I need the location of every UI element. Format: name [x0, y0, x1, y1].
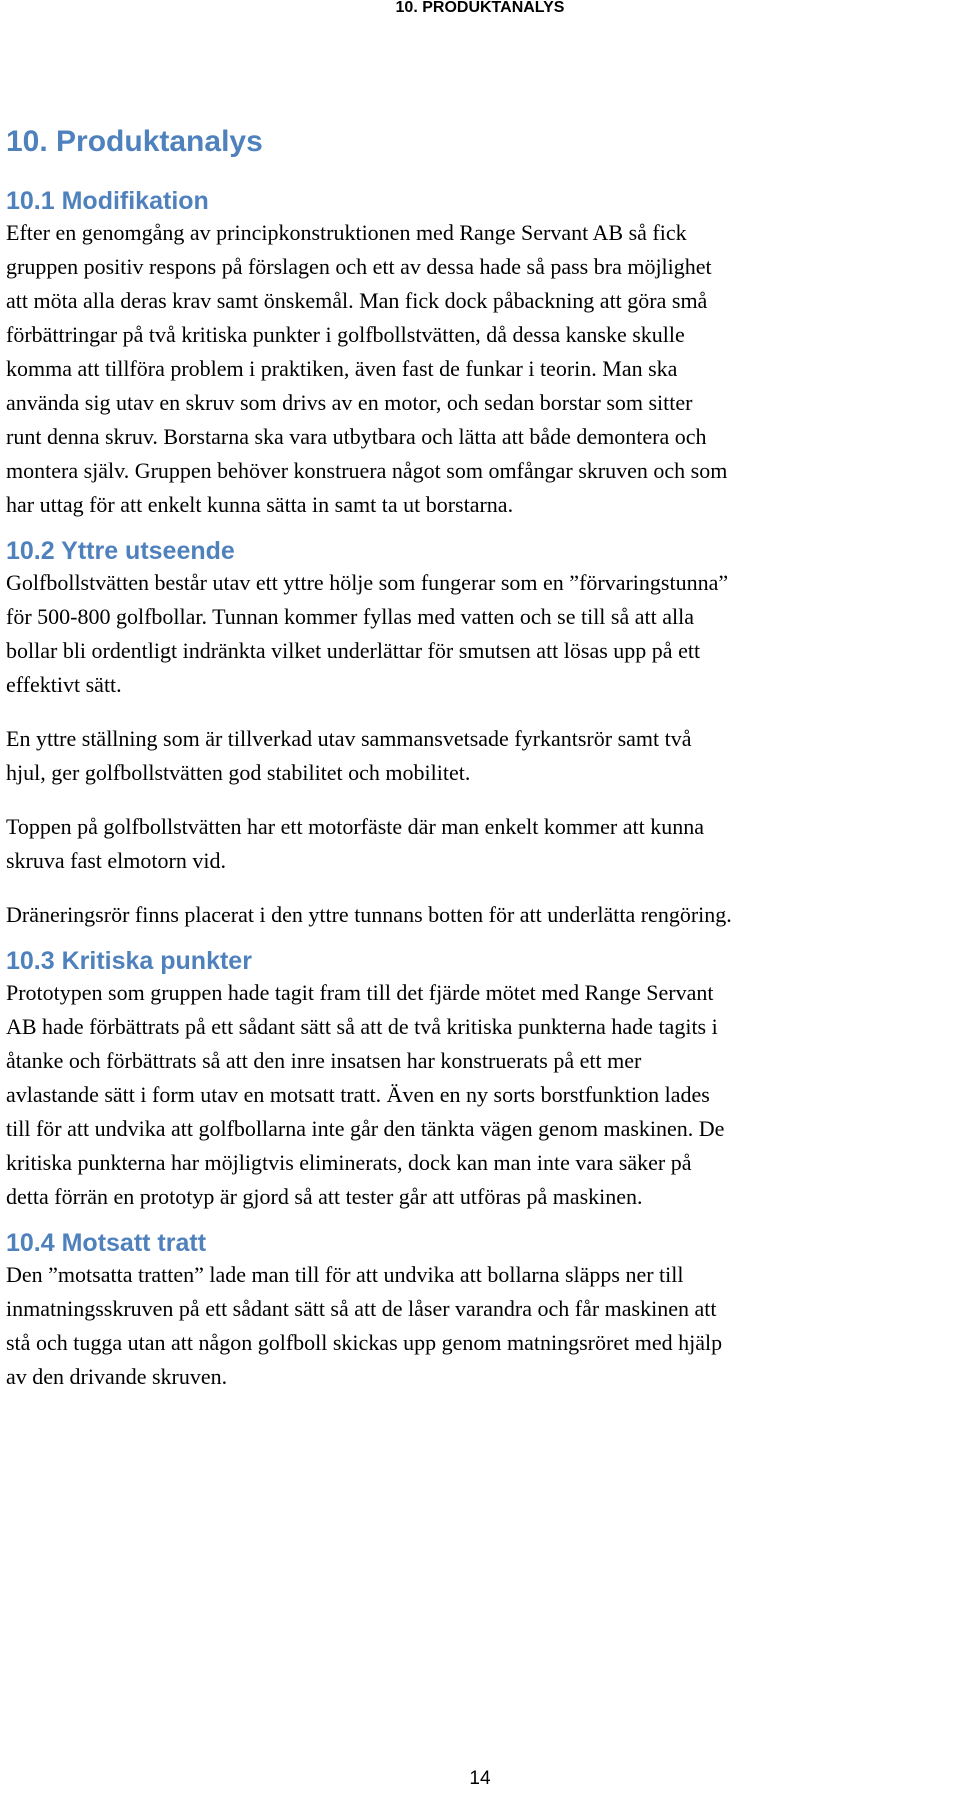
paragraph-line: skruva fast elmotorn vid. — [6, 848, 226, 873]
paragraph-line: Efter en genomgång av principkonstruktionen med Range Servant AB så fick — [6, 220, 687, 245]
paragraph-line: kritiska punkterna har möjligtvis eliminerats, dock kan man inte vara säker på — [6, 1150, 692, 1175]
paragraph-line: av den drivande skruven. — [6, 1364, 228, 1389]
paragraph-line: Toppen på golfbollstvätten har ett motorfäste där man enkelt kommer att kunna — [6, 814, 704, 839]
paragraph — [6, 566, 956, 702]
paragraph-line: att möta alla deras krav samt önskemål. Man fick dock påbackning att göra små — [6, 288, 708, 313]
paragraph-line: åtanke och förbättrats så att den inre insatsen har konstruerats på ett mer — [6, 1048, 642, 1073]
paragraph-line: hjul, ger golfbollstvätten god stabilitet och mobilitet. — [6, 760, 471, 785]
paragraph-line: detta förrän en prototyp är gjord så att tester går att utföras på maskinen. — [6, 1184, 643, 1209]
page-content — [6, 124, 956, 1408]
sections-container — [6, 186, 956, 1394]
paragraph-line: En yttre ställning som är tillverkad utav sammansvetsade fyrkantsrör samt två — [6, 726, 692, 751]
paragraph-line: bollar bli ordentligt indränkta vilket underlättar för smutsen att lösas upp på ett — [6, 638, 701, 663]
paragraph-line: runt denna skruv. Borstarna ska vara utbytbara och lätta att både demontera och — [6, 424, 707, 449]
paragraph — [6, 898, 956, 932]
paragraph-line: gruppen positiv respons på förslagen och ett av dessa hade så pass bra möjlighet — [6, 254, 712, 279]
paragraph — [6, 1258, 956, 1394]
paragraph-line: avlastande sätt i form utav en motsatt tratt. Även en ny sorts borstfunktion lades — [6, 1082, 710, 1107]
paragraph-line: Golfbollstvätten består utav ett yttre hölje som fungerar som en ”förvaringstunna” — [6, 570, 729, 595]
paragraph-line: Den ”motsatta tratten” lade man till för att undvika att bollarna släpps ner till — [6, 1262, 684, 1287]
paragraph-line: för 500-800 golfbollar. Tunnan kommer fyllas med vatten och se till så att alla — [6, 604, 694, 629]
paragraph-line: förbättringar på två kritiska punkter i golfbollstvätten, då dessa kanske skulle — [6, 322, 685, 347]
running-header: 10. PRODUKTANALYS — [395, 0, 565, 16]
section — [6, 946, 956, 1214]
section-heading: 10.1 Modifikation — [6, 187, 209, 215]
paragraph-line: använda sig utav en skruv som drivs av en motor, och sedan borstar som sitter — [6, 390, 693, 415]
section — [6, 1228, 956, 1394]
paragraph-line: AB hade förbättrats på ett sådant sätt så att de två kritiska punkterna hade tagits i — [6, 1014, 718, 1039]
paragraph — [6, 722, 956, 790]
page-number: 14 — [469, 1768, 491, 1789]
paragraph — [6, 976, 956, 1214]
paragraph-line: Prototypen som gruppen hade tagit fram till det fjärde mötet med Range Servant — [6, 980, 714, 1005]
paragraph — [6, 810, 956, 878]
paragraph-line: Dräneringsrör finns placerat i den yttre tunnans botten för att underlätta rengöring. — [6, 902, 732, 927]
paragraph-line: komma att tillföra problem i praktiken, även fast de funkar i teorin. Man ska — [6, 356, 678, 381]
paragraph-line: stå och tugga utan att någon golfboll skickas upp genom matningsröret med hjälp — [6, 1330, 723, 1355]
paragraph — [6, 216, 956, 522]
section-heading: 10.2 Yttre utseende — [6, 537, 235, 565]
chapter-title: 10. Produktanalys — [6, 125, 263, 158]
paragraph-line: inmatningsskruven på ett sådant sätt så att de låser varandra och får maskinen att — [6, 1296, 717, 1321]
section — [6, 186, 956, 522]
section-heading: 10.4 Motsatt tratt — [6, 1229, 207, 1257]
paragraph-line: till för att undvika att golfbollarna inte går den tänkta vägen genom maskinen. De — [6, 1116, 725, 1141]
section — [6, 536, 956, 932]
paragraph-line: montera själv. Gruppen behöver konstruera något som omfångar skruven och som — [6, 458, 728, 483]
section-heading: 10.3 Kritiska punkter — [6, 947, 252, 975]
paragraph-line: effektivt sätt. — [6, 672, 122, 697]
paragraph-line: har uttag för att enkelt kunna sätta in samt ta ut borstarna. — [6, 492, 514, 517]
